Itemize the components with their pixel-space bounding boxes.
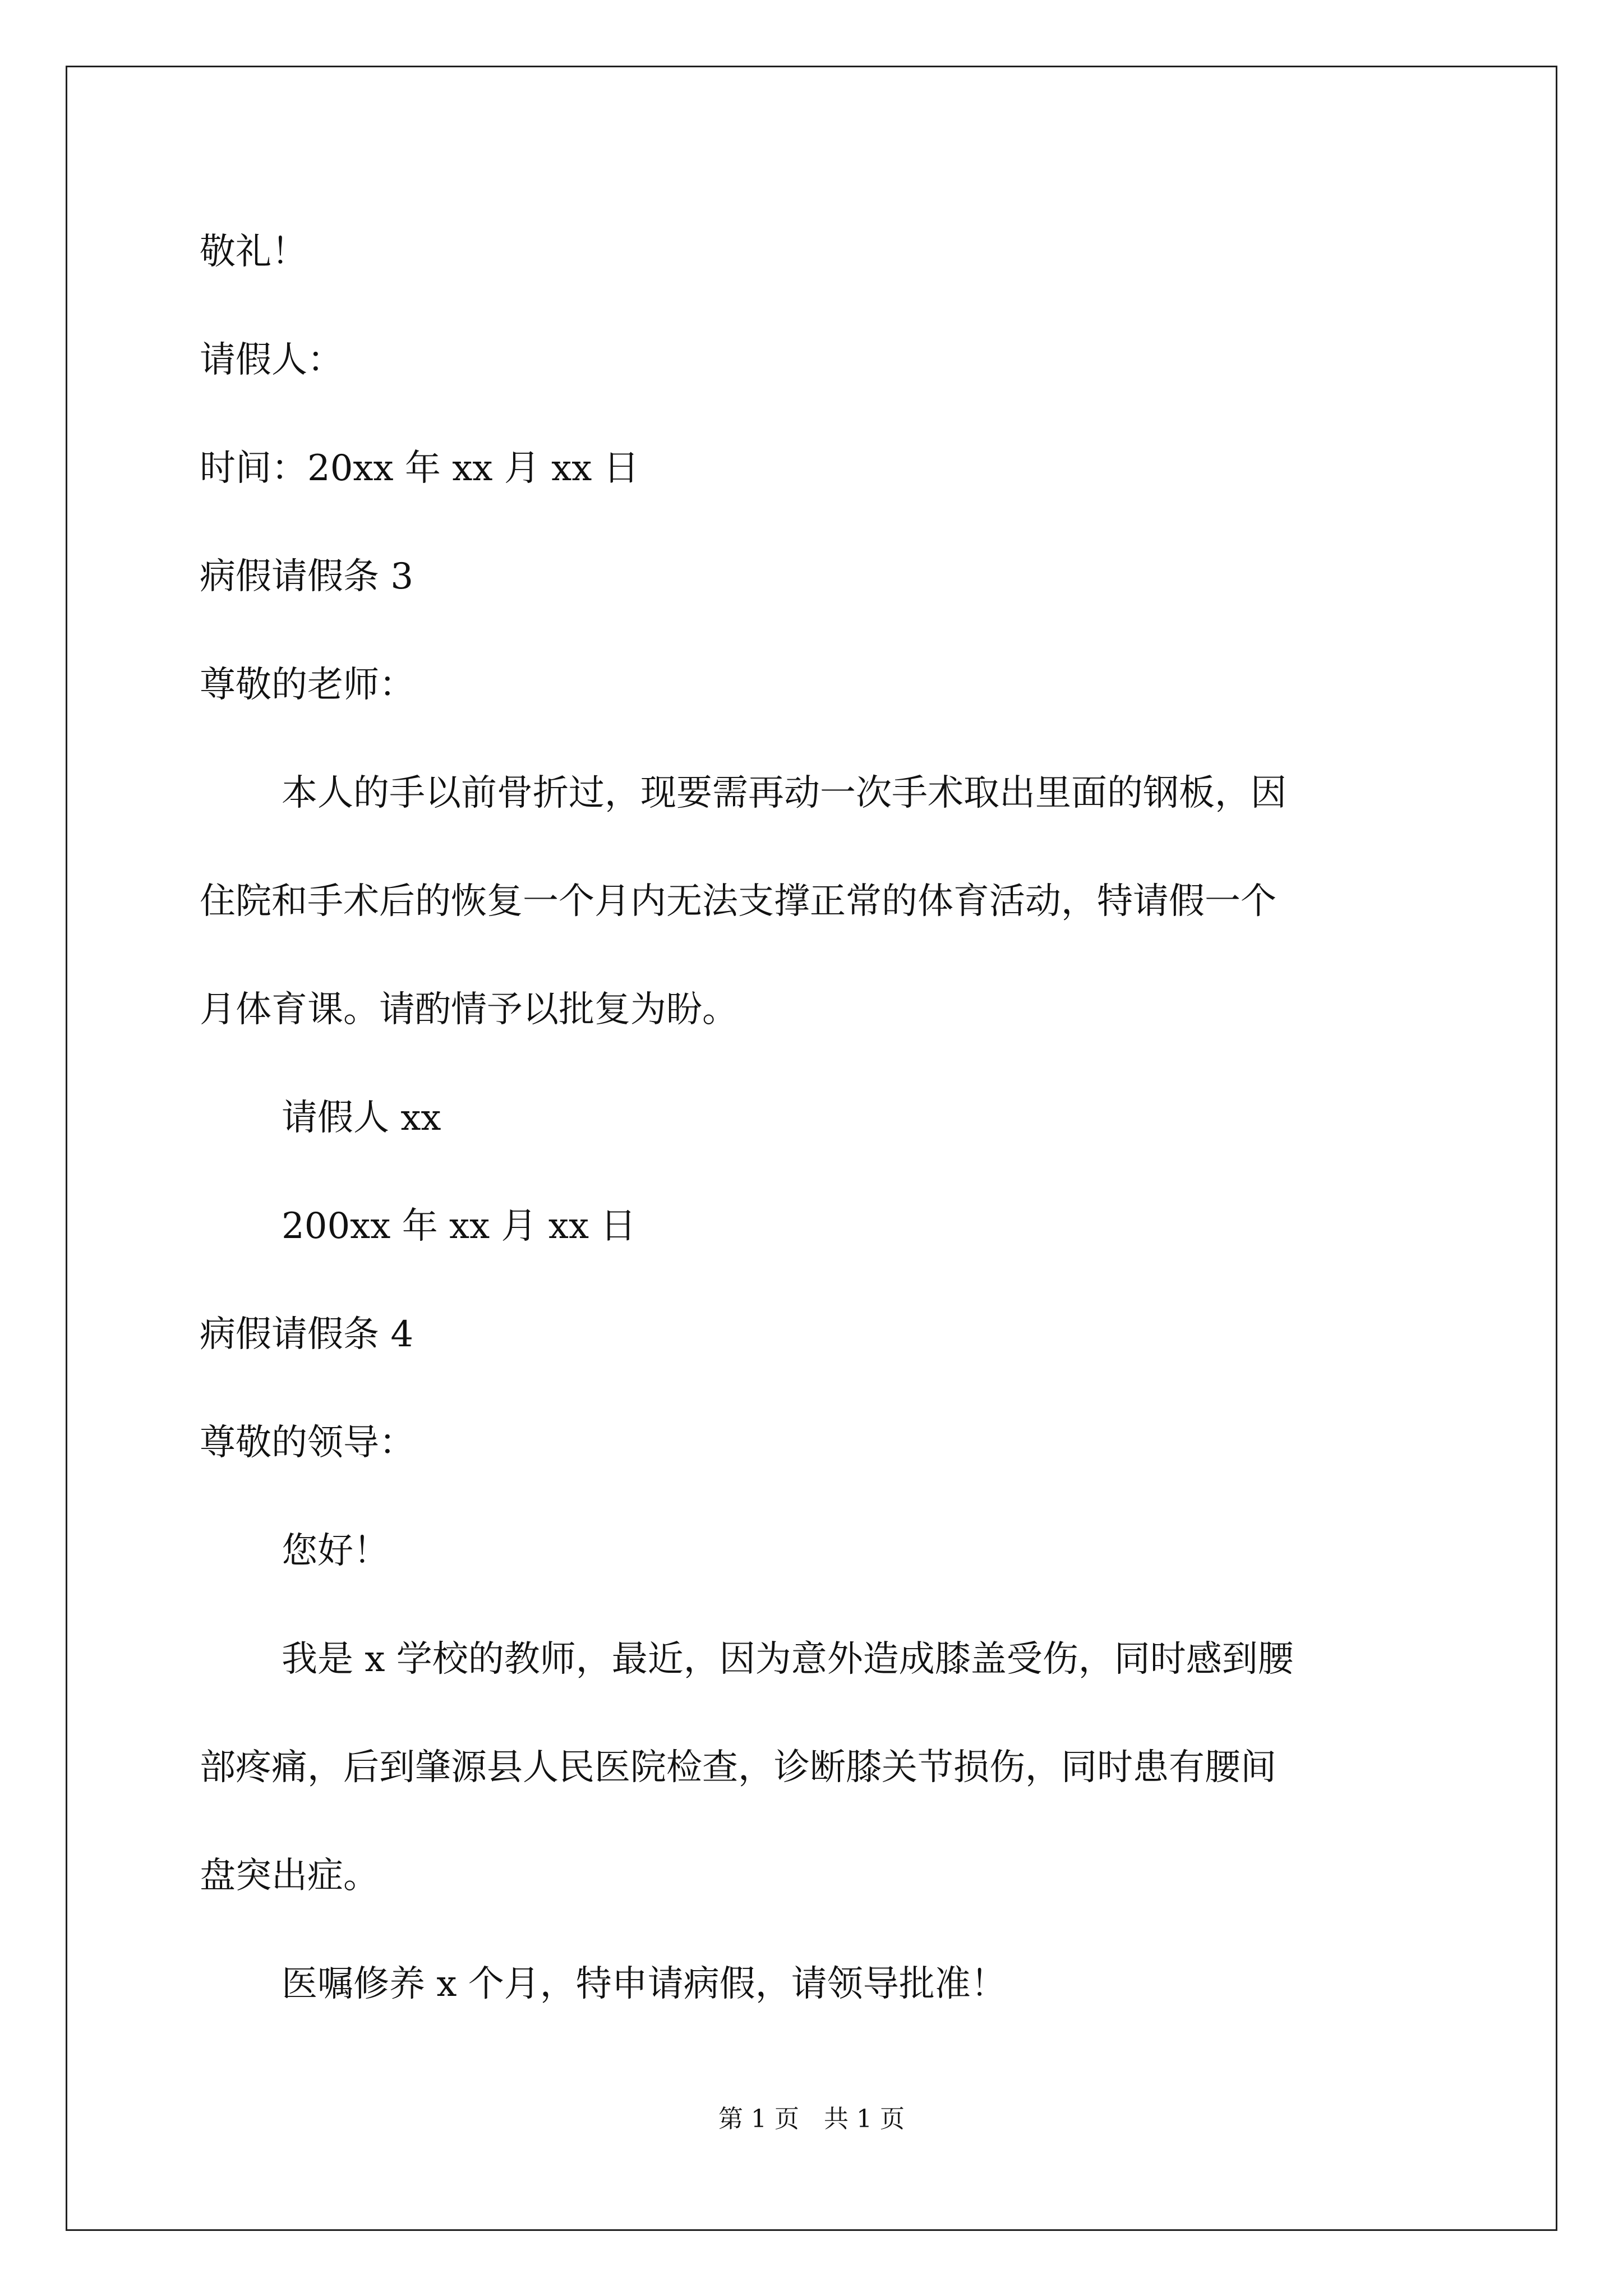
page-number: 第 1 页	[718, 2105, 799, 2133]
salutation-teacher: 尊敬的老师：	[200, 664, 415, 706]
closing-salute: 敬礼！	[200, 231, 307, 273]
body-paragraph-line: 月体育课。请酌情予以批复为盼。	[200, 989, 738, 1030]
page-border	[66, 66, 1557, 2231]
body-paragraph-line: 部疼痛，后到肇源县人民医院检查，诊断膝关节损伤，同时患有腰间	[200, 1747, 1276, 1788]
greeting: 您好！	[282, 1530, 389, 1572]
section-heading-4: 病假请假条 4	[200, 1314, 414, 1355]
body-paragraph-line: 医嘱修养 x 个月，特申请病假，请领导批准！	[282, 1963, 1007, 2005]
body-paragraph-line: 盘突出症。	[200, 1855, 379, 1897]
signature-date: 200xx 年 xx 月 xx 日	[282, 1205, 637, 1247]
salutation-leader: 尊敬的领导：	[200, 1422, 415, 1464]
body-paragraph-line: 住院和手术后的恢复一个月内无法支撑正常的体育活动，特请假一个	[200, 881, 1276, 922]
signature-name: 请假人 xx	[282, 1097, 441, 1139]
page-footer	[0, 2104, 1623, 2135]
body-paragraph-line: 本人的手以前骨折过，现要需再动一次手术取出里面的钢板，因	[282, 772, 1287, 814]
requester-label: 请假人：	[200, 339, 343, 381]
page-total: 共 1 页	[824, 2105, 905, 2133]
body-paragraph-line: 我是 x 学校的教师，最近，因为意外造成膝盖受伤，同时感到腰	[282, 1639, 1294, 1680]
date-line: 时间：20xx 年 xx 月 xx 日	[200, 448, 639, 489]
section-heading-3: 病假请假条 3	[200, 556, 414, 597]
